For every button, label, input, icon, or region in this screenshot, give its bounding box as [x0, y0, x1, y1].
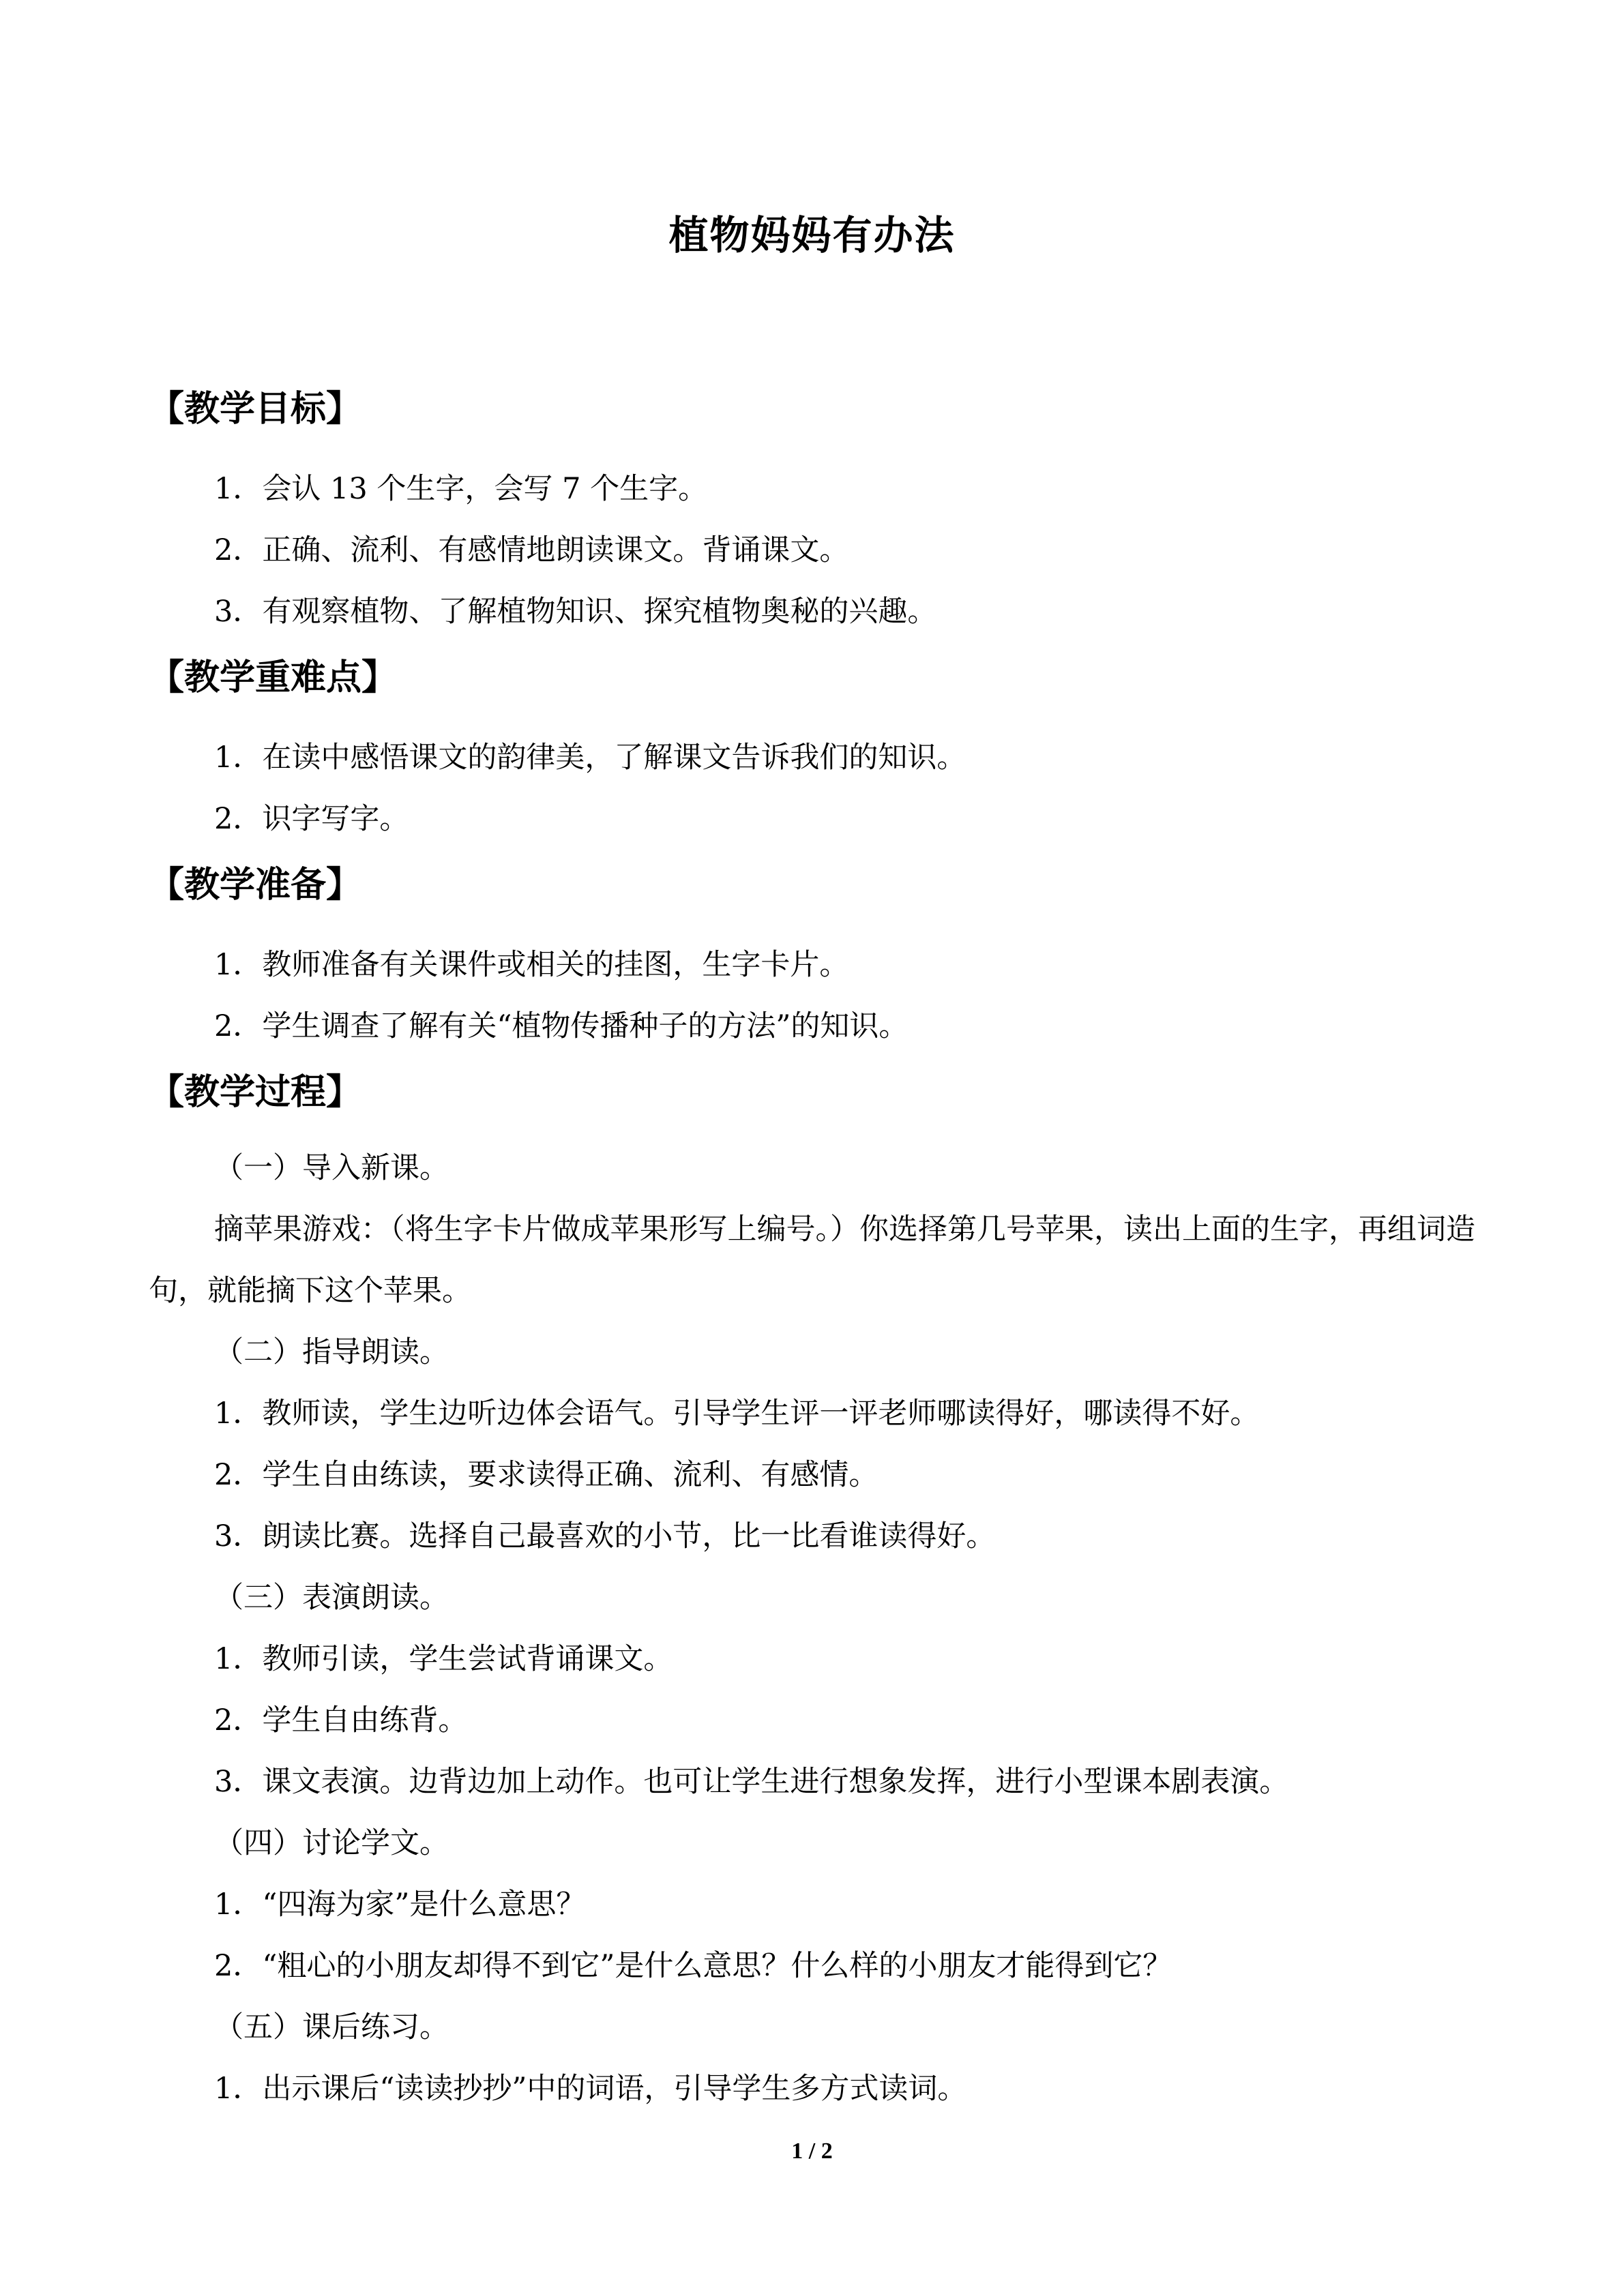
list-item: 2．学生自由练背。 [214, 1703, 468, 1738]
section-heading-objectives: 【教学目标】 [149, 389, 362, 430]
process-step-heading: （一）导入新课。 [214, 1151, 449, 1185]
document-body [149, 382, 1475, 2119]
list-item: 1．“四海为家”是什么意思？ [214, 1888, 586, 1922]
list-item: 1．在读中感悟课文的韵律美，了解课文告诉我们的知识。 [214, 741, 966, 775]
preparation-list [149, 934, 1475, 1057]
list-item: 1．会认 13 个生字，会写 7 个生字。 [214, 472, 708, 506]
list-item: 3．课文表演。边背边加上动作。也可让学生进行想象发挥，进行小型课本剧表演。 [214, 1765, 1289, 1799]
list-item: 2．学生自由练读，要求读得正确、流利、有感情。 [214, 1458, 879, 1492]
list-item: 2．学生调查了解有关“植物传播种子的方法”的知识。 [214, 1009, 909, 1043]
list-item: 2．识字写字。 [214, 802, 409, 836]
objectives-list [149, 458, 1475, 642]
process-step-heading: （五）课后练习。 [214, 2010, 449, 2044]
list-item: 1．教师读，学生边听边体会语气。引导学生评一评老师哪读得好，哪读得不好。 [214, 1397, 1260, 1431]
list-item: 2．“粗心的小朋友却得不到它”是什么意思？什么样的小朋友才能得到它？ [214, 1949, 1172, 1983]
list-item: 3．朗读比赛。选择自己最喜欢的小节，比一比看谁读得好。 [214, 1519, 996, 1553]
key-points-list [149, 727, 1475, 850]
section-heading-preparation: 【教学准备】 [149, 865, 362, 906]
section-heading-process: 【教学过程】 [149, 1072, 362, 1113]
list-item: 1．出示课后“读读抄抄”中的词语，引导学生多方式读词。 [214, 2072, 967, 2106]
process-step-heading: （三）表演朗读。 [214, 1581, 449, 1615]
process-list [149, 1137, 1475, 2119]
section-heading-key-points: 【教学重难点】 [149, 657, 398, 698]
list-item: 1．教师引读，学生尝试背诵课文。 [214, 1642, 673, 1676]
list-item: 3．有观察植物、了解植物知识、探究植物奥秘的兴趣。 [214, 595, 937, 629]
list-item: 2．正确、流利、有感情地朗读课文。背诵课文。 [214, 533, 849, 567]
page-number: 1 / 2 [791, 2138, 833, 2164]
process-step-heading: （四）讨论学文。 [214, 1826, 449, 1860]
process-step-heading: （二）指导朗读。 [214, 1335, 449, 1369]
process-paragraph: 摘苹果游戏：（将生字卡片做成苹果形写上编号。）你选择第几号苹果，读出上面的生字，再组词造句，就能摘下这个苹果。 [149, 1212, 1475, 1308]
document-title: 植物妈妈有办法 [668, 212, 956, 258]
list-item: 1．教师准备有关课件或相关的挂图，生字卡片。 [214, 948, 849, 982]
